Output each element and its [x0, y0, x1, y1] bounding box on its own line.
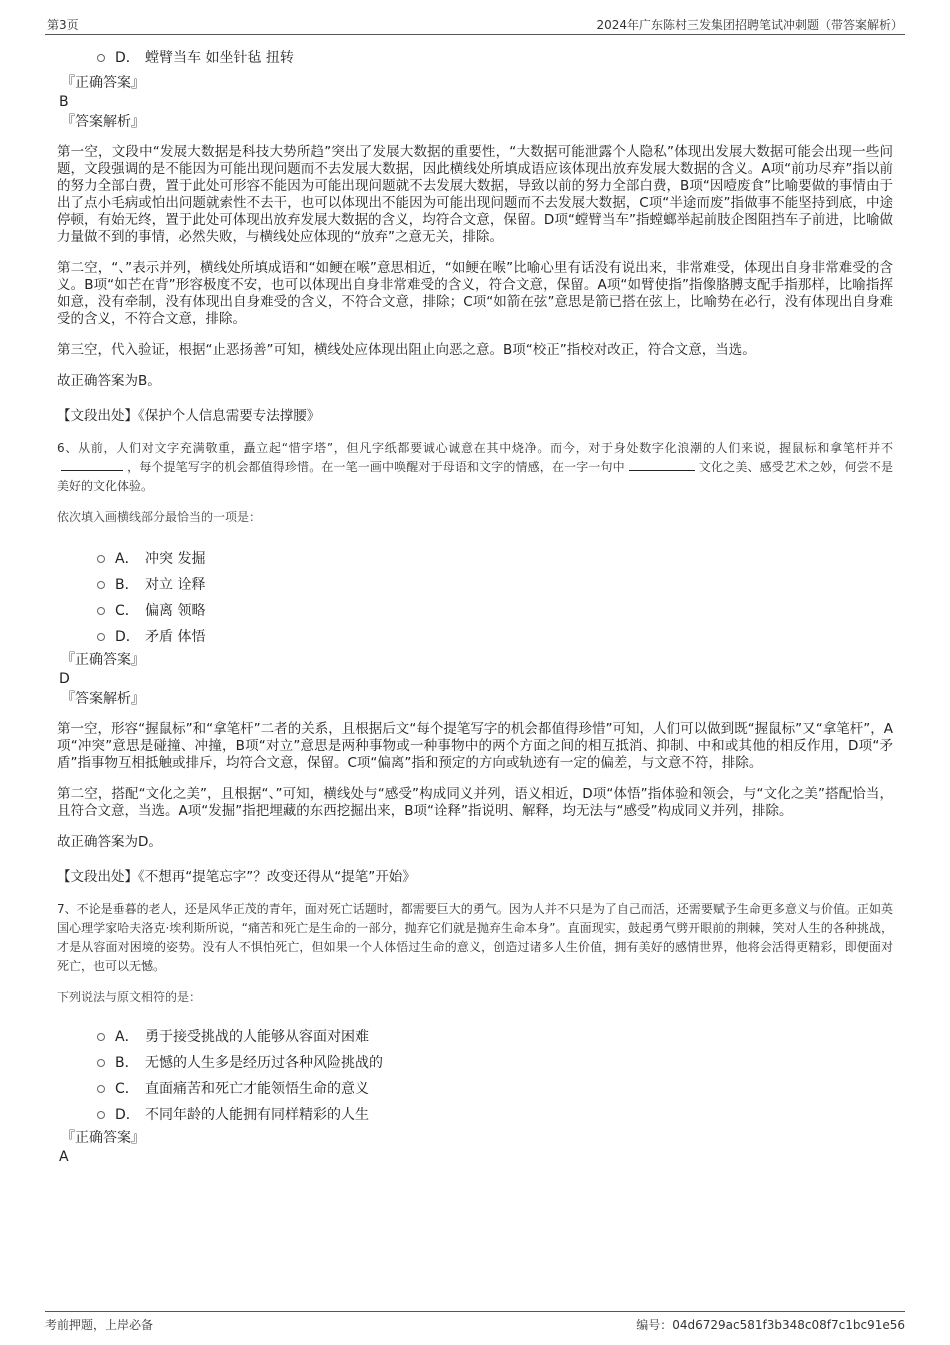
radio-icon[interactable]: [97, 1085, 105, 1093]
option-c[interactable]: [57, 597, 893, 623]
radio-icon[interactable]: [97, 1059, 105, 1067]
answer-label: 『正确答案』: [61, 1130, 145, 1146]
option-letter: B．: [115, 577, 139, 593]
radio-icon[interactable]: [97, 1033, 105, 1041]
stem-text: 6、从前，人们对文字充满敬重，矗立起“惜字塔”，但凡字纸都要诚心诚意在其中烧净。而今，对于身处数字化浪潮的人们来说，握鼠标和拿笔杆并不: [57, 441, 893, 455]
question-7-options: [57, 1023, 893, 1127]
option-letter: D．: [115, 1107, 140, 1123]
analysis-paragraph: 第三空，代入验证，根据“止恶扬善”可知，横线处应体现出阻止向恶之意。B项“校正”指校对改正，符合文意，当选。: [57, 342, 756, 358]
fill-blank: [61, 458, 123, 471]
answer-value: A: [59, 1149, 69, 1165]
analysis-paragraph: 第一空，文段中“发展大数据是科技大势所趋”突出了发展大数据的重要性，“大数据可能泄露个人隐私”体现出发展大数据可能会出现一些问题，文段强调的是不能因为可能出现问题而不去发展大数据，因此横线处所填成语应该体现出放弃发展大数据的含义。A项“前功尽弃”指以前的努力全部白费，置于此处可形容不能因为可能出现问题就不去发展大数据，导致以前的努力全部白费，B项“因噎废食”比喻要做的事情由于出了点小毛病或怕出问题就索性不去干，也可以体现出不能因为可能出现问题而不去发展大数据，C项“半途而废”指做事不能坚持到底，中途停顿，有始无终，置于此处可体现出放弃发展大数据的含义，均符合文意，保留。D项“螳臂当车”指螳螂举起前肢企图阻挡车子前进，比喻做力量做不到的事情，必然失败，与横线处应体现的“放弃”之意无关，排除。: [57, 144, 893, 245]
option-letter: D．: [115, 50, 140, 66]
analysis-conclusion: 故正确答案为D。: [57, 834, 162, 850]
analysis-label: 『答案解析』: [61, 691, 145, 707]
option-letter: D．: [115, 629, 140, 645]
option-text: 不同年龄的人能拥有同样精彩的人生: [145, 1107, 369, 1123]
page-footer: [45, 1311, 905, 1332]
option-letter: B．: [115, 1055, 139, 1071]
option-text: 无憾的人生多是经历过各种风险挑战的: [145, 1055, 383, 1071]
answer-value: D: [59, 671, 70, 687]
option-text: 螳臂当车 如坐针毡 扭转: [145, 50, 294, 66]
document-id: 编号：04d6729ac581f3b348c08f7c1bc91e56: [636, 1318, 905, 1332]
question-prompt: 依次填入画横线部分最恰当的一项是：: [57, 510, 262, 524]
analysis-conclusion: 故正确答案为B。: [57, 373, 161, 389]
radio-icon[interactable]: [97, 607, 105, 615]
fill-blank: [629, 458, 695, 471]
option-d[interactable]: [57, 1101, 893, 1127]
page-header: [45, 14, 905, 35]
stem-text: ，每个提笔写字的机会都值得珍惜。在一笔一画中唤醒对于母语和文字的情感，在一字一句中: [127, 460, 625, 474]
document-title: 2024年广东陈村三发集团招聘笔试冲刺题（带答案解析）: [596, 18, 903, 32]
question-6-stem: [57, 439, 893, 496]
radio-icon[interactable]: [97, 633, 105, 641]
option-letter: A．: [115, 1029, 139, 1045]
option-letter: C．: [115, 1081, 139, 1097]
option-b[interactable]: [57, 571, 893, 597]
question-7-stem: 7、不论是垂暮的老人，还是风华正茂的青年，面对死亡话题时，都需要巨大的勇气。因为人并不只是为了自己而活，还需要赋予生命更多意义与价值。正如英国心理学家哈夫洛克·埃利斯所说，“痛苦和死亡是生命的一部分，抛弃它们就是抛弃生命本身”。直面现实，鼓起勇气劈开眼前的荆棘，笑对人生的各种挑战，才是从容面对困境的姿势。没有人不惧怕死亡，但如果一个人体悟过生命的意义，创造过诸多人生价值，拥有美好的感情世界，他将会活得更精彩，即便面对死亡，也可以无憾。: [57, 902, 893, 973]
answer-label: 『正确答案』: [61, 652, 145, 668]
analysis-paragraph: 第二空，“、”表示并列，横线处所填成语和“如鲠在喉”意思相近，“如鲠在喉”比喻心里有话没有说出来，非常难受，体现出自身非常难受的含义。B项“如芒在背”形容极度不安，也可以体现出自身非常难受的含义，符合文意，保留。A项“如臂使指”指像胳膊支配手指那样，比喻指挥如意，没有牵制，没有体现出自身难受的含义，不符合文意，排除；C项“如箭在弦”意思是箭已搭在弦上，比喻势在必行，没有体现出自身难受的含义，不符合文意，排除。: [57, 260, 893, 327]
source-citation: 【文段出处】《不想再“提笔忘字”？改变还得从“提笔”开始》: [57, 869, 416, 885]
question-prompt: 下列说法与原文相符的是：: [57, 990, 202, 1004]
option-letter: A．: [115, 551, 139, 567]
analysis-paragraph: 第一空，形容“握鼠标”和“拿笔杆”二者的关系，且根据后文“每个提笔写字的机会都值得珍惜”可知，人们可以做到既“握鼠标”又“拿笔杆”，A项“冲突”意思是碰撞、冲撞，B项“对立”意思是两种事物或一种事物中的两个方面之间的相互抵消、抑制、中和或其他的相反作用，D项“矛盾”指事物互相抵触或排斥，均符合文意，保留。C项“偏离”指和预定的方向或轨迹有一定的偏差，与文意不符，排除。: [57, 721, 893, 771]
option-d[interactable]: [57, 623, 893, 649]
footer-slogan: 考前押题，上岸必备: [45, 1318, 154, 1332]
option-text: 对立 诠释: [145, 577, 206, 593]
analysis-paragraph: 第二空，搭配“文化之美”，且根据“、”可知，横线处与“感受”构成同义并列，语义相近，D项“体悟”指体验和领会，与“文化之美”搭配恰当，且符合文意，当选。A项“发掘”指把埋藏的东西挖掘出来，B项“诠释”指说明、解释，均无法与“感受”构成同义并列，排除。: [57, 786, 893, 819]
question-6-options: [57, 545, 893, 649]
option-c[interactable]: [57, 1075, 893, 1101]
analysis-label: 『答案解析』: [61, 114, 145, 130]
page-number: 第3页: [47, 18, 79, 32]
answer-value: B: [59, 94, 69, 110]
radio-icon[interactable]: [97, 1111, 105, 1119]
option-text: 直面痛苦和死亡才能领悟生命的意义: [145, 1081, 369, 1097]
option-text: 勇于接受挑战的人能够从容面对困难: [145, 1029, 369, 1045]
option-text: 矛盾 体悟: [145, 629, 206, 645]
radio-icon[interactable]: [97, 555, 105, 563]
option-text: 冲突 发掘: [145, 551, 206, 567]
option-letter: C．: [115, 603, 139, 619]
option-a[interactable]: [57, 545, 893, 571]
radio-icon[interactable]: [97, 581, 105, 589]
option-a[interactable]: [57, 1023, 893, 1049]
radio-icon[interactable]: [97, 54, 105, 62]
source-citation: 【文段出处】《保护个人信息需要专法撑腰》: [57, 408, 321, 424]
page-content: [57, 44, 893, 1168]
prev-option-d[interactable]: [57, 44, 893, 70]
option-b[interactable]: [57, 1049, 893, 1075]
stem-text: 文化之美、感受艺术之妙，何尝不是美好的文化体验。: [57, 460, 893, 493]
answer-label: 『正确答案』: [61, 75, 145, 91]
option-text: 偏离 领略: [145, 603, 206, 619]
